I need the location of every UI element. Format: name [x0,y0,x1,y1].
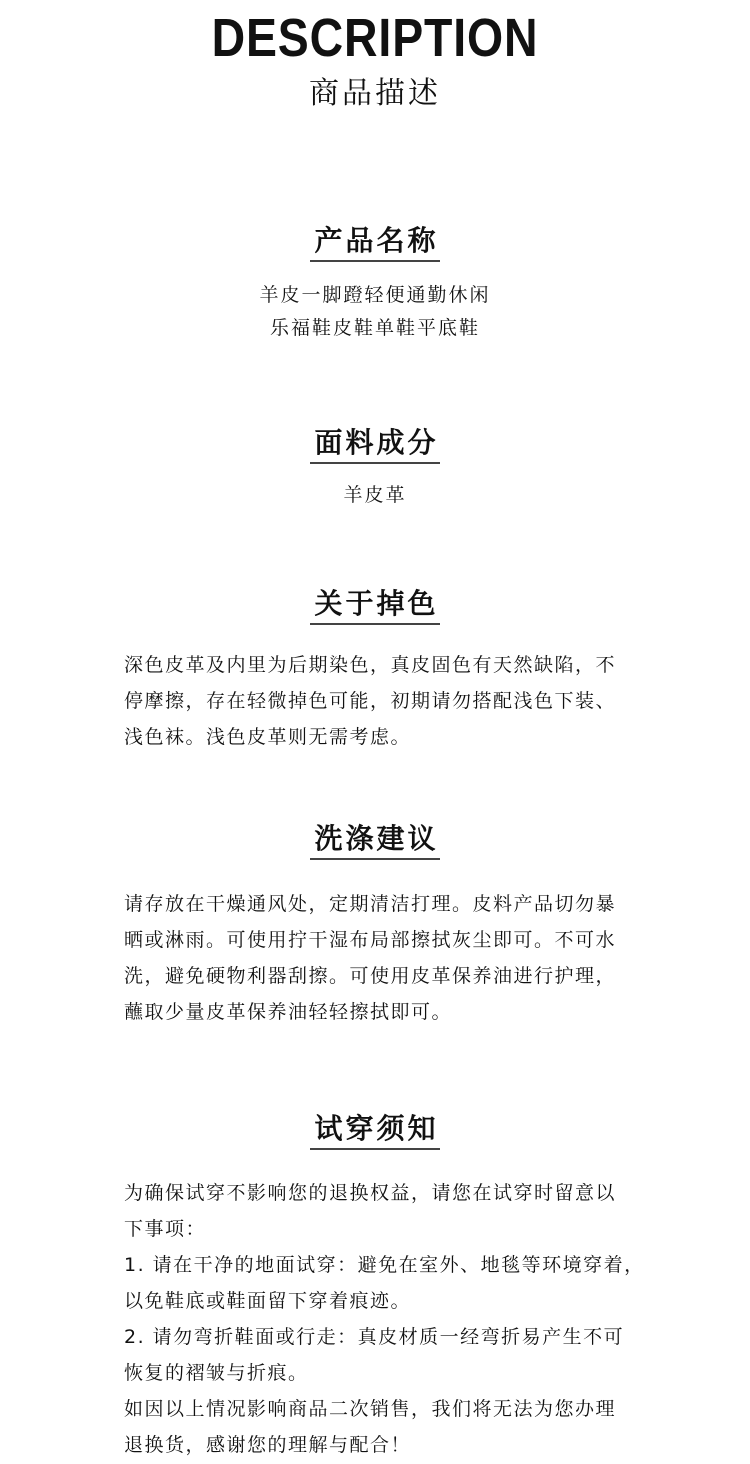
text-line: 羊皮革 [343,484,407,506]
fading-text [124,647,644,755]
section-heading-care [0,820,750,860]
page-title: DESCRIPTION [211,8,539,68]
section-heading-material [0,424,750,464]
text-line: 洗，避免硬物利器刮擦。可使用皮革保养油进行护理， [124,965,617,987]
material-text [0,479,750,512]
text-line: 恢复的褶皱与折痕。 [124,1362,309,1384]
text-line: 深色皮革及内里为后期染色，真皮固色有天然缺陷，不 [124,654,617,676]
text-line: 蘸取少量皮革保养油轻轻擦拭即可。 [124,1001,453,1023]
text-line: 停摩擦，存在轻微掉色可能，初期请勿搭配浅色下装、 [124,690,617,712]
page-subtitle: 商品描述 [309,76,441,111]
text-line: 2. 请勿弯折鞋面或行走：真皮材质一经弯折易产生不可 [124,1326,625,1348]
text-line: 1. 请在干净的地面试穿：避免在室外、地毯等环境穿着， [124,1254,645,1276]
heading-text: 产品名称 [310,222,439,262]
tryon-text [124,1175,644,1463]
text-line: 羊皮一脚蹬轻便通勤休闲 [259,284,491,306]
text-line: 晒或淋雨。可使用拧干湿布局部擦拭灰尘即可。不可水 [124,929,617,951]
heading-text: 关于掉色 [310,585,439,625]
product-name-text [0,279,750,345]
text-line: 乐福鞋皮鞋单鞋平底鞋 [269,317,480,339]
text-line: 为确保试穿不影响您的退换权益，请您在试穿时留意以 [124,1182,617,1204]
text-line: 退换货，感谢您的理解与配合！ [124,1434,412,1456]
heading-text: 试穿须知 [310,1110,439,1150]
text-line: 下事项： [124,1218,207,1240]
heading-text: 洗涤建议 [310,820,439,860]
section-heading-fading [0,585,750,625]
section-heading-product-name [0,222,750,262]
text-line: 请存放在干燥通风处，定期清洁打理。皮料产品切勿暴 [124,893,617,915]
text-line: 浅色袜。浅色皮革则无需考虑。 [124,726,412,748]
text-line: 如因以上情况影响商品二次销售，我们将无法为您办理 [124,1398,617,1420]
heading-text: 面料成分 [310,424,439,464]
section-heading-tryon [0,1110,750,1150]
text-line: 以免鞋底或鞋面留下穿着痕迹。 [124,1290,412,1312]
care-text [124,886,644,1030]
